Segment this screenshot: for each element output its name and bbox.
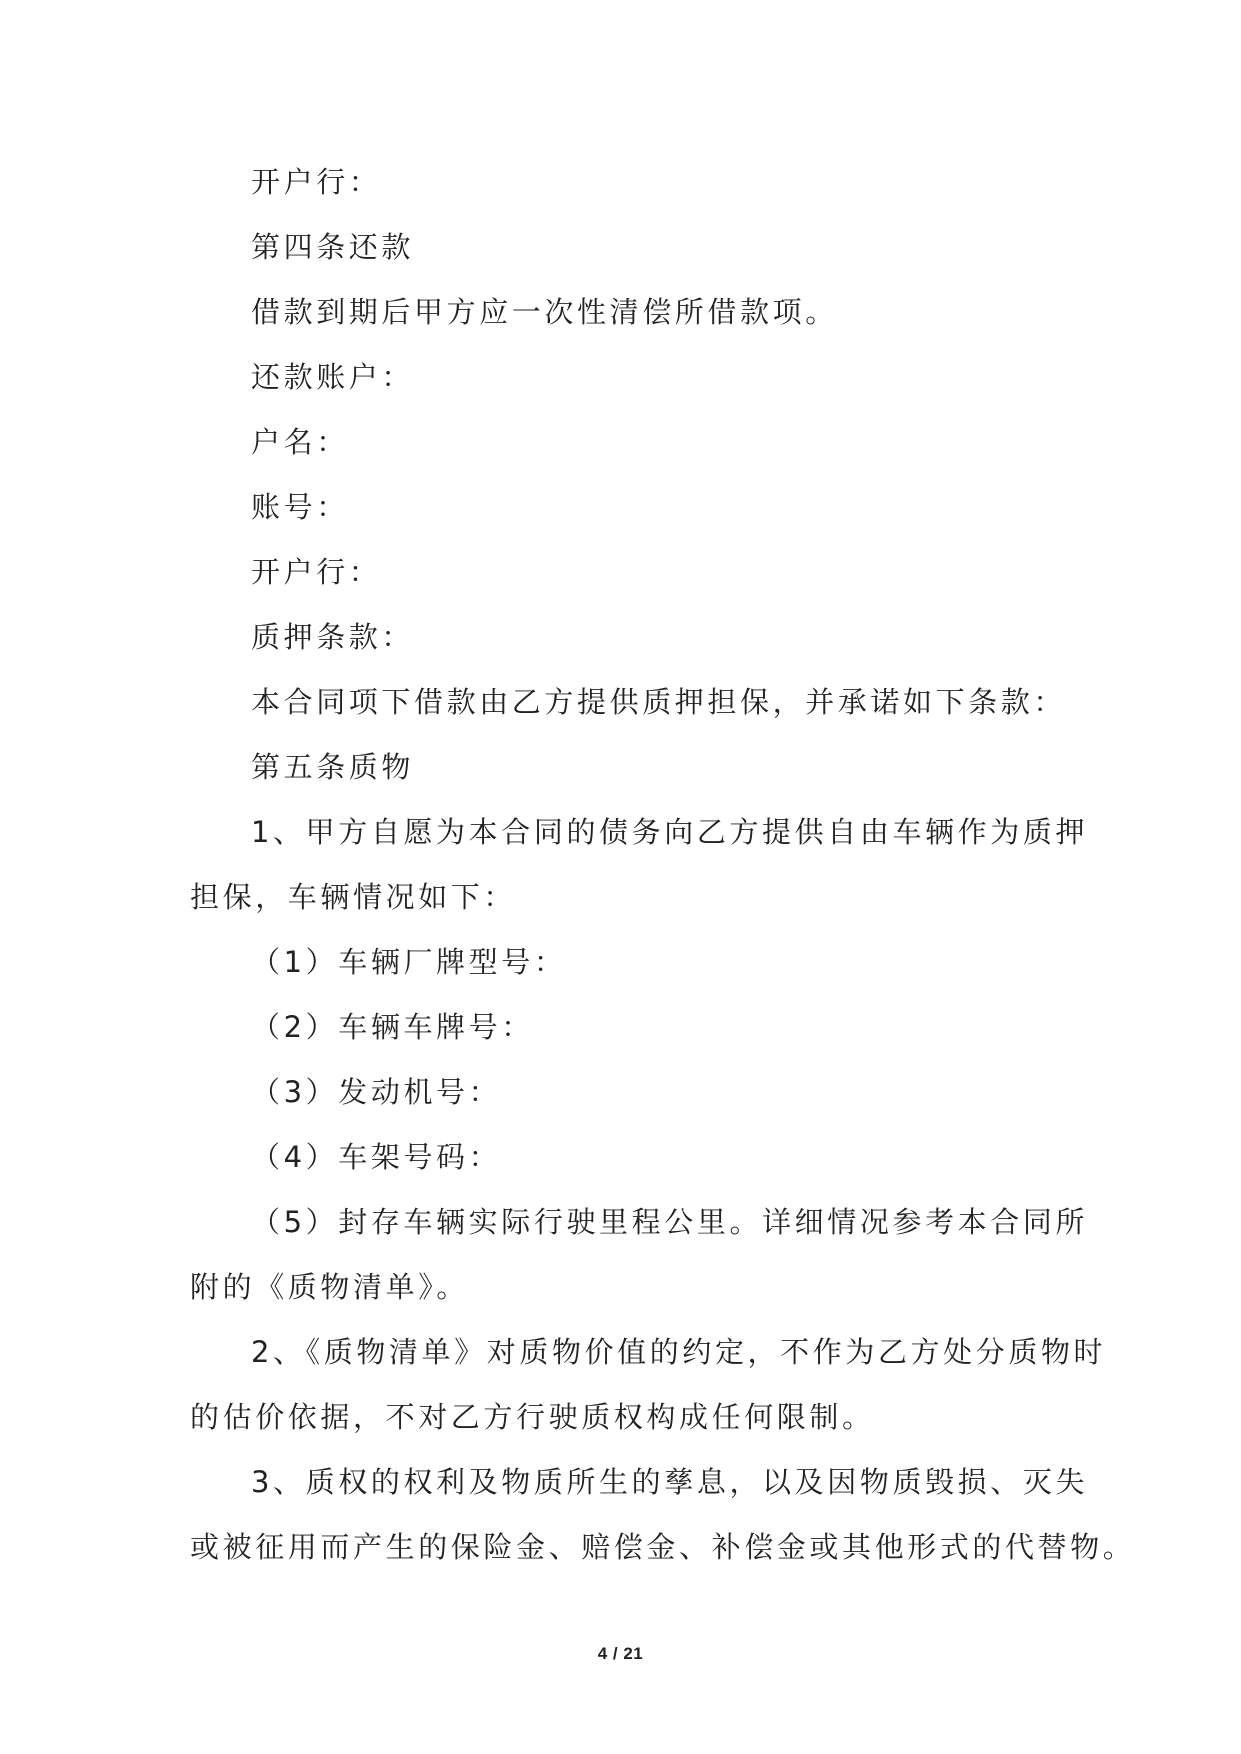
paragraph-line: （3）发动机号： [251, 1075, 502, 1109]
paragraph-line: 第四条还款 [251, 230, 415, 264]
paragraph-line: （1）车辆厂牌型号： [251, 945, 567, 979]
paragraph-line: 担保，车辆情况如下： [190, 880, 517, 914]
paragraph-line: （4）车架号码： [251, 1140, 502, 1174]
page-number: 4 / 21 [597, 1644, 644, 1663]
paragraph-line: 第五条质物 [251, 750, 415, 784]
paragraph-line: （2）车辆车牌号： [251, 1010, 534, 1044]
paragraph-line: 户名： [251, 425, 349, 459]
paragraph-line: 1、甲方自愿为本合同的债务向乙方提供自由车辆作为质押 [251, 815, 1089, 849]
paragraph-line: 2、《质物清单》对质物价值的约定，不作为乙方处分质物时 [251, 1335, 1107, 1369]
paragraph-line: 附的《质物清单》。 [190, 1270, 469, 1304]
paragraph-line: 还款账户： [251, 360, 415, 394]
paragraph-line: 开户行： [251, 165, 382, 199]
paragraph-line: 3、质权的权利及物质所生的孳息，以及因物质毁损、灭失 [251, 1465, 1089, 1499]
paragraph-line: 借款到期后甲方应一次性清偿所借款项。 [251, 295, 838, 329]
paragraph-line: 账号： [251, 490, 349, 524]
paragraph-line: 开户行： [251, 555, 382, 589]
paragraph-line: 质押条款： [251, 620, 415, 654]
paragraph-line: 的估价依据，不对乙方行驶质权构成任何限制。 [190, 1400, 875, 1434]
paragraph-line: 本合同项下借款由乙方提供质押担保，并承诺如下条款： [251, 685, 1067, 719]
paragraph-line: （5）封存车辆实际行驶里程公里。详细情况参考本合同所 [251, 1205, 1089, 1239]
paragraph-line: 或被征用而产生的保险金、赔偿金、补偿金或其他形式的代替物。 [190, 1530, 1136, 1564]
